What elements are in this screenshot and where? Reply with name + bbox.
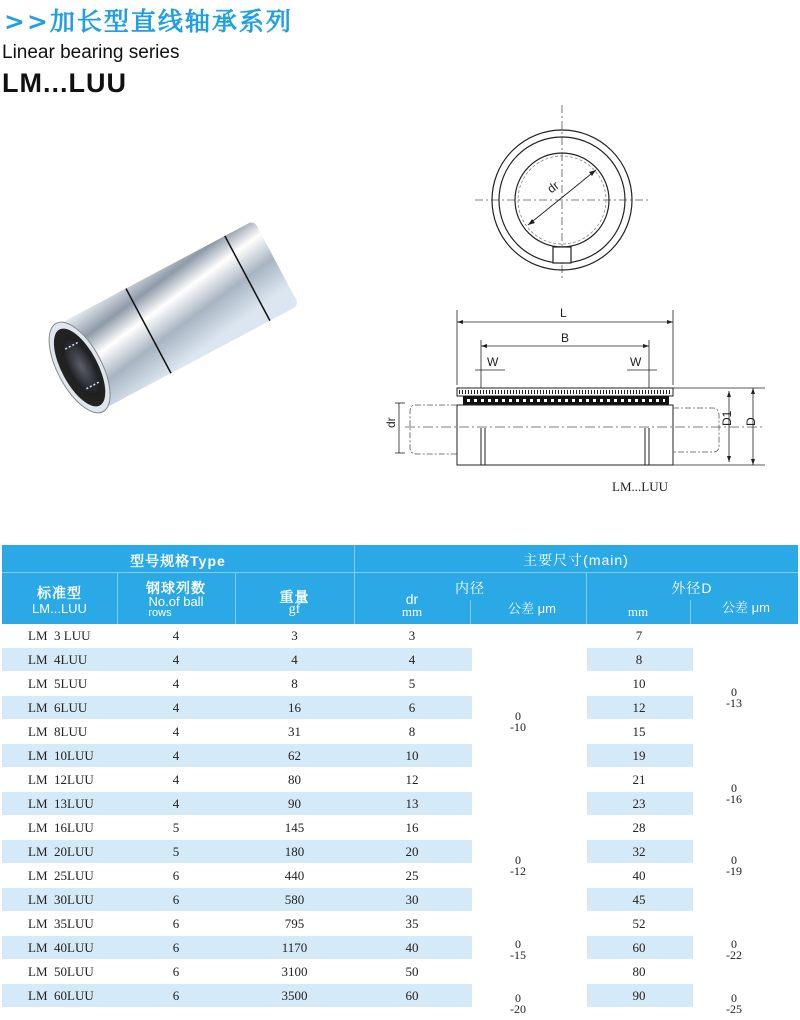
cell-weight: 8 (291, 676, 298, 691)
D-tolerance (714, 939, 754, 961)
tol-upper: 0 (515, 937, 521, 951)
cell-model: LM 10LUU (28, 748, 94, 763)
cell-balls: 4 (172, 748, 180, 763)
cell-model: LM 4LUU (28, 652, 88, 667)
svg-text:D1: D1 (720, 410, 734, 426)
header-D-tol: 公差 μm (722, 600, 770, 615)
cell-dr: 10 (405, 748, 419, 763)
cell-balls: 6 (172, 892, 180, 907)
cell-dr: 20 (405, 844, 419, 859)
tol-lower: -19 (726, 864, 742, 878)
cell-balls: 6 (172, 868, 180, 883)
cell-balls: 5 (172, 820, 180, 835)
cell-model: LM 40LUU (28, 940, 94, 955)
table-row (0, 720, 800, 744)
cell-model: LM 20LUU (28, 844, 94, 859)
cell-weight: 80 (288, 772, 301, 787)
table-row (0, 840, 800, 867)
dr-tolerance (498, 711, 538, 733)
cell-weight: 440 (284, 868, 305, 883)
header-inner-cn: 内径 (455, 580, 485, 596)
table-row (0, 648, 800, 672)
tol-upper: 0 (731, 853, 737, 867)
cell-weight: 3500 (281, 988, 308, 1003)
cell-dr: 8 (408, 724, 416, 739)
cell-dr: 5 (408, 676, 416, 691)
table-row (0, 816, 800, 840)
header-balls-en1: No.of ball (148, 594, 204, 609)
cell-balls: 4 (172, 676, 180, 691)
D-tolerance (714, 993, 754, 1015)
svg-text:dr: dr (384, 417, 398, 428)
cell-model: LM 3 LUU (28, 628, 91, 643)
tol-upper: 0 (515, 709, 521, 723)
header-D-unit: mm (627, 604, 649, 619)
cell-model: LM 60LUU (28, 988, 94, 1003)
dr-tolerance (498, 939, 538, 961)
tol-lower: -13 (726, 696, 742, 710)
svg-text:L: L (560, 306, 567, 320)
cell-D: 8 (635, 652, 643, 667)
page-title-en: Linear bearing series (2, 42, 180, 63)
header-standard-cn: 标准型 (37, 585, 82, 601)
cell-balls: 6 (172, 916, 180, 931)
tol-lower: -25 (726, 1002, 742, 1016)
cell-dr: 16 (405, 820, 419, 835)
cell-dr: 6 (408, 700, 416, 715)
tol-upper: 0 (731, 685, 737, 699)
cell-model: LM 16LUU (28, 820, 94, 835)
cell-weight: 90 (288, 796, 301, 811)
cell-balls: 4 (172, 652, 180, 667)
cell-weight: 795 (284, 916, 305, 931)
tol-lower: -16 (726, 792, 742, 806)
front-view-drawing (470, 100, 655, 285)
tol-lower: -15 (510, 948, 526, 962)
table-row (0, 888, 800, 912)
svg-text:W: W (630, 355, 642, 369)
table-row (0, 768, 800, 795)
table-row (0, 744, 800, 768)
dr-label: dr (544, 178, 562, 196)
tol-upper: 0 (731, 991, 737, 1005)
cell-balls: 4 (172, 700, 180, 715)
dr-tolerance (498, 993, 538, 1015)
table-row (0, 696, 800, 723)
cell-weight: 580 (284, 892, 305, 907)
cell-dr: 50 (405, 964, 419, 979)
cell-dr: 4 (408, 652, 416, 667)
table-row (0, 792, 800, 816)
cell-model: LM 25LUU (28, 868, 94, 883)
table-row (0, 936, 800, 960)
cell-model: LM 8LUU (28, 724, 88, 739)
page-title-cn: >>加长型直线轴承系列 (4, 7, 293, 36)
header-outer-cn: 外径D (671, 580, 713, 596)
cell-dr: 3 (408, 628, 416, 643)
drawing-caption: LM...LUU (612, 479, 668, 494)
header-dr-tol: 公差 μm (508, 601, 556, 616)
cell-D: 12 (632, 700, 646, 715)
cell-D: 7 (635, 628, 643, 643)
cell-weight: 145 (284, 820, 305, 835)
cell-dr: 25 (405, 868, 419, 883)
cell-D: 19 (632, 748, 646, 763)
cell-model: LM 35LUU (28, 916, 94, 931)
cell-dr: 12 (405, 772, 419, 787)
cell-D: 10 (632, 676, 646, 691)
table-row (0, 912, 800, 936)
cell-balls: 6 (172, 940, 180, 955)
cell-D: 21 (632, 772, 646, 787)
header-weight-unit: gf (288, 602, 301, 617)
cell-model: LM 30LUU (28, 892, 94, 907)
cell-D: 52 (632, 916, 646, 931)
cell-weight: 4 (291, 652, 298, 667)
cell-weight: 62 (288, 748, 301, 763)
cell-dr: 60 (405, 988, 419, 1003)
tol-lower: -10 (510, 720, 526, 734)
D-tolerance (714, 783, 754, 805)
cell-D: 15 (632, 724, 646, 739)
D-tolerance (714, 855, 754, 877)
svg-text:D: D (744, 417, 758, 426)
table-row (0, 864, 800, 888)
cell-balls: 5 (172, 844, 180, 859)
svg-text:B: B (561, 331, 570, 345)
cell-balls: 4 (172, 724, 180, 739)
header-dr-unit: mm (401, 604, 423, 619)
header-weight-cn: 重量 (279, 589, 310, 605)
svg-text:W: W (487, 355, 499, 369)
cell-dr: 13 (405, 796, 419, 811)
header-balls-cn: 钢球列数 (146, 580, 206, 596)
header-type: 型号规格Type (130, 553, 226, 569)
tol-upper: 0 (731, 937, 737, 951)
cell-D: 23 (632, 796, 646, 811)
cell-D: 28 (632, 820, 646, 835)
cell-model: LM 13LUU (28, 796, 94, 811)
cell-dr: 35 (405, 916, 419, 931)
cell-weight: 31 (288, 724, 301, 739)
dr-tolerance (498, 855, 538, 877)
cell-weight: 3 (291, 628, 298, 643)
cell-D: 60 (632, 940, 646, 955)
cell-model: LM 6LUU (28, 700, 88, 715)
table-row (0, 624, 800, 648)
cell-weight: 180 (284, 844, 305, 859)
cell-balls: 6 (172, 988, 180, 1003)
tol-upper: 0 (515, 991, 521, 1005)
product-photo (30, 200, 300, 440)
cell-balls: 4 (172, 772, 180, 787)
D-tolerance (714, 687, 754, 709)
tol-lower: -22 (726, 948, 742, 962)
table-row (0, 672, 800, 699)
cell-D: 32 (632, 844, 646, 859)
table-row (0, 984, 800, 1008)
cell-balls: 4 (172, 628, 180, 643)
model-title: LM...LUU (2, 68, 127, 98)
cell-D: 40 (632, 868, 646, 883)
header-dr-label: dr (405, 591, 419, 607)
side-view-drawing (375, 300, 770, 500)
cell-balls: 4 (172, 796, 180, 811)
cell-dr: 30 (405, 892, 419, 907)
cell-weight: 16 (288, 700, 301, 715)
cell-D: 45 (632, 892, 646, 907)
cell-weight: 3100 (281, 964, 308, 979)
header-main: 主要尺寸(main) (523, 552, 629, 568)
cell-model: LM 50LUU (28, 964, 94, 979)
cell-dr: 40 (405, 940, 419, 955)
cell-model: LM 5LUU (28, 676, 88, 691)
cell-balls: 6 (172, 964, 180, 979)
table-row (0, 960, 800, 984)
header-balls-en2: rows (148, 607, 172, 619)
cell-model: LM 12LUU (28, 772, 94, 787)
cell-D: 80 (632, 964, 646, 979)
tol-upper: 0 (515, 853, 521, 867)
tol-upper: 0 (731, 781, 737, 795)
header-standard-en: LM...LUU (32, 601, 87, 616)
cell-D: 90 (632, 988, 646, 1003)
tol-lower: -20 (510, 1002, 526, 1016)
tol-lower: -12 (510, 864, 526, 878)
cell-weight: 1170 (281, 940, 308, 955)
